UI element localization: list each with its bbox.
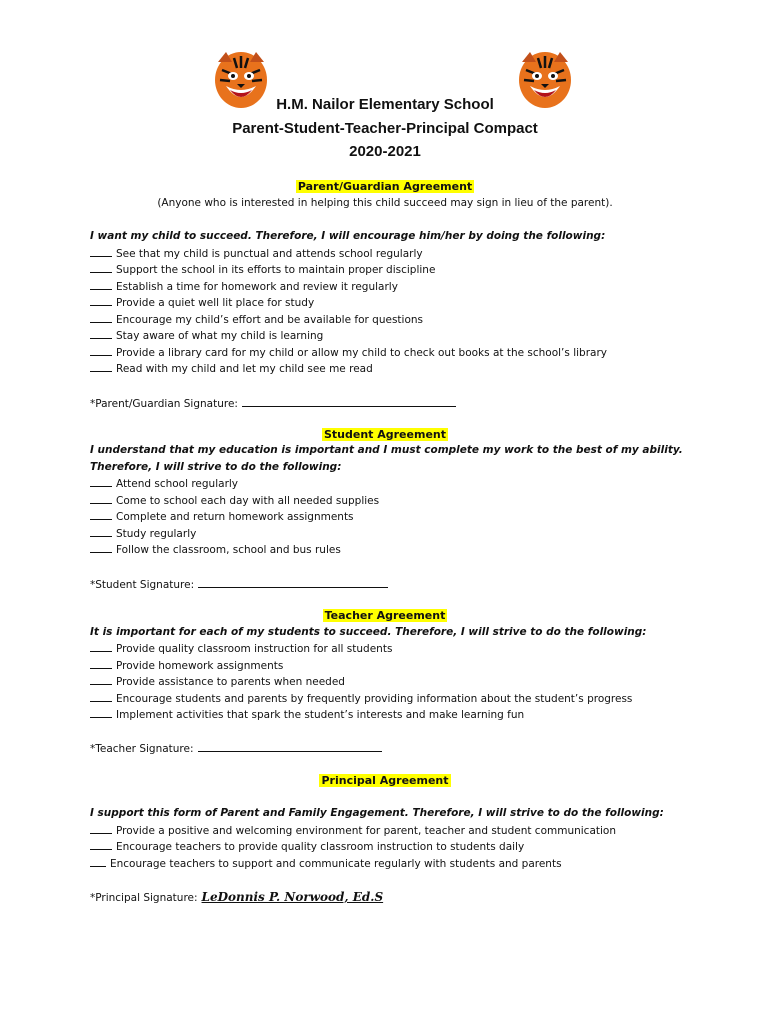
principal-signature-row: *Principal Signature: LeDonnis P. Norwood, Ed.S	[90, 890, 384, 904]
parent-agreement-heading: Parent/Guardian Agreement	[297, 180, 473, 193]
list-item: Attend school regularly	[90, 477, 238, 490]
list-item: Support the school in its efforts to maintain proper discipline	[90, 263, 435, 276]
checkbox-blank[interactable]	[90, 296, 112, 306]
parent-signature-row: *Parent/Guardian Signature:	[90, 396, 456, 410]
list-item: Complete and return homework assignments	[90, 510, 354, 523]
list-item: Read with my child and let my child see me read	[90, 362, 373, 375]
list-item: Follow the classroom, school and bus rules	[90, 543, 341, 556]
checkbox-blank[interactable]	[90, 362, 112, 372]
checkbox-blank[interactable]	[90, 494, 112, 504]
checkbox-blank[interactable]	[90, 824, 112, 834]
list-item: Provide quality classroom instruction for all students	[90, 642, 392, 655]
list-item: Implement activities that spark the student’s interests and make learning fun	[90, 708, 524, 721]
checkbox-blank[interactable]	[90, 280, 112, 290]
list-item: Encourage teachers to support and communicate regularly with students and parents	[90, 857, 562, 870]
list-item: Encourage my child’s effort and be available for questions	[90, 313, 423, 326]
parent-signature-field[interactable]	[242, 396, 456, 407]
list-item: Provide assistance to parents when needed	[90, 675, 345, 688]
school-name: H.M. Nailor Elementary School	[276, 96, 494, 113]
principal-agreement-heading: Principal Agreement	[321, 774, 449, 787]
list-item: Study regularly	[90, 527, 196, 540]
checkbox-blank[interactable]	[90, 527, 112, 537]
checkbox-blank[interactable]	[90, 510, 112, 520]
parent-note: (Anyone who is interested in helping this child succeed may sign in lieu of the parent).	[157, 197, 613, 209]
checkbox-blank[interactable]	[90, 543, 112, 553]
teacher-intro: It is important for each of my students to succeed. Therefore, I will strive to do the following:	[90, 626, 647, 638]
checkbox-blank[interactable]	[90, 659, 112, 669]
list-item: Encourage students and parents by frequently providing information about the student’s progress	[90, 692, 632, 705]
principal-intro: I support this form of Parent and Family Engagement. Therefore, I will strive to do the following:	[90, 807, 664, 819]
student-signature-field[interactable]	[198, 577, 388, 588]
list-item: Encourage teachers to provide quality classroom instruction to students daily	[90, 840, 524, 853]
list-item: Provide a positive and welcoming environment for parent, teacher and student communication	[90, 824, 616, 837]
checkbox-blank[interactable]	[90, 263, 112, 273]
list-item: Establish a time for homework and review it regularly	[90, 280, 398, 293]
teacher-signature-field[interactable]	[198, 741, 382, 752]
teacher-agreement-heading: Teacher Agreement	[324, 609, 446, 622]
school-year: 2020-2021	[349, 143, 421, 160]
checkbox-blank[interactable]	[90, 642, 112, 652]
student-intro: Therefore, I will strive to do the following:	[90, 461, 342, 473]
student-intro: I understand that my education is important and I must complete my work to the best of my ability.	[90, 444, 683, 456]
principal-signature-value: LeDonnis P. Norwood, Ed.S	[201, 890, 384, 904]
checkbox-blank[interactable]	[90, 857, 106, 867]
checkbox-blank[interactable]	[90, 247, 112, 257]
list-item: Come to school each day with all needed supplies	[90, 494, 379, 507]
checkbox-blank[interactable]	[90, 692, 112, 702]
list-item: Stay aware of what my child is learning	[90, 329, 323, 342]
list-item: Provide a library card for my child or allow my child to check out books at the school’s library	[90, 346, 607, 359]
checkbox-blank[interactable]	[90, 708, 112, 718]
teacher-signature-row: *Teacher Signature:	[90, 741, 382, 755]
list-item: See that my child is punctual and attends school regularly	[90, 247, 423, 260]
checkbox-blank[interactable]	[90, 477, 112, 487]
compact-title: Parent-Student-Teacher-Principal Compact	[232, 120, 538, 137]
checkbox-blank[interactable]	[90, 346, 112, 356]
student-signature-row: *Student Signature:	[90, 577, 388, 591]
checkbox-blank[interactable]	[90, 840, 112, 850]
checkbox-blank[interactable]	[90, 675, 112, 685]
list-item: Provide a quiet well lit place for study	[90, 296, 314, 309]
student-agreement-heading: Student Agreement	[323, 428, 446, 441]
parent-intro: I want my child to succeed. Therefore, I will encourage him/her by doing the following:	[90, 230, 606, 242]
checkbox-blank[interactable]	[90, 313, 112, 323]
checkbox-blank[interactable]	[90, 329, 112, 339]
list-item: Provide homework assignments	[90, 659, 283, 672]
